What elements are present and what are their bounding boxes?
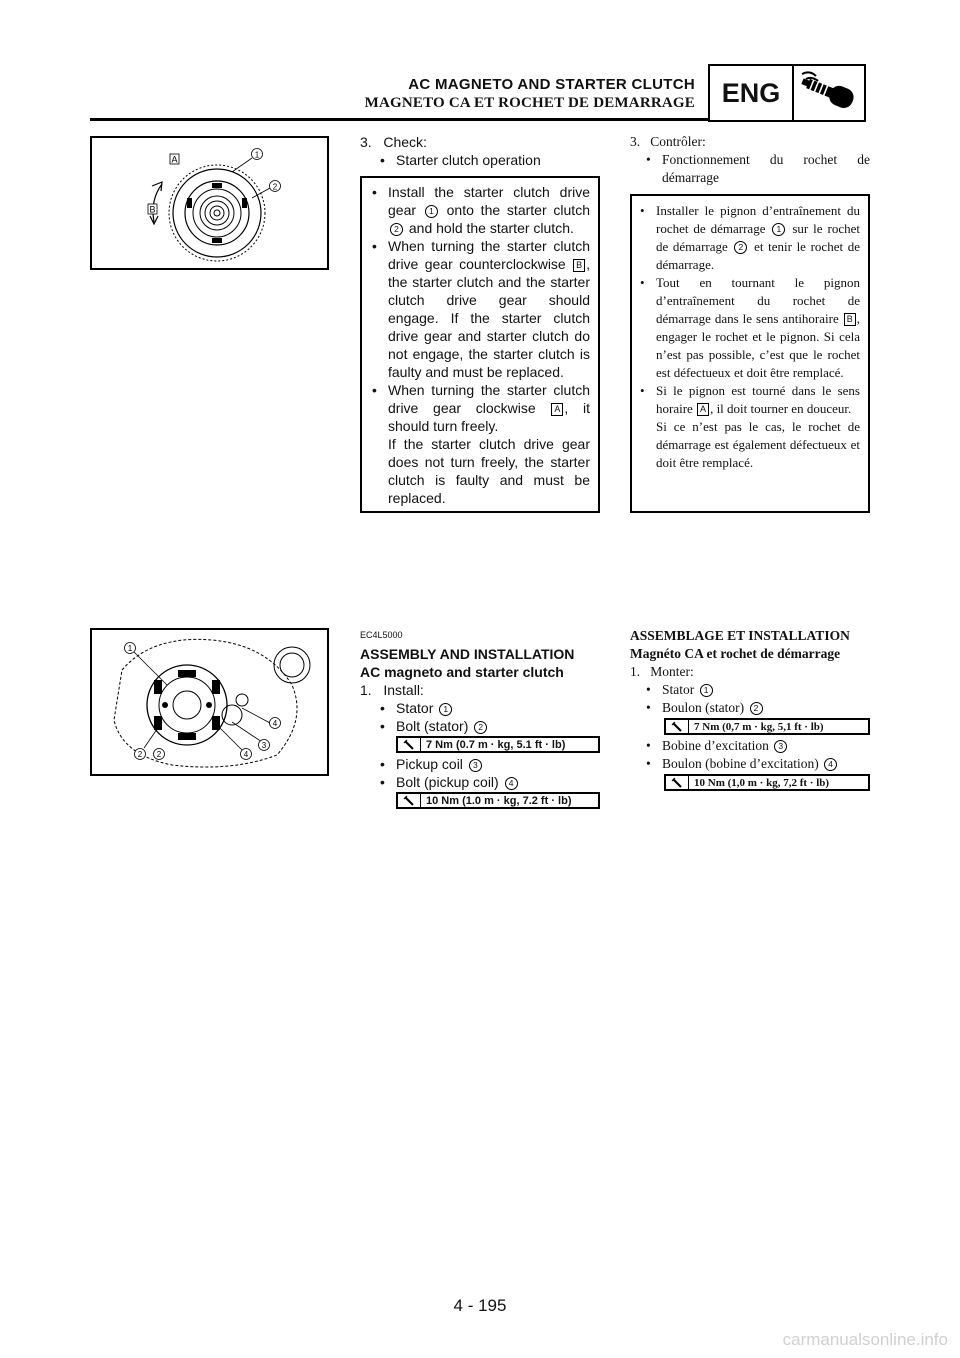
wrench-icon [666, 720, 689, 733]
figure2-callout-3: 3 [261, 741, 267, 750]
assembly-step-label-en: Install: [383, 682, 424, 698]
watermark: carmanualsonline.info [782, 1330, 948, 1349]
assembly-step-number-fr: 1. [630, 664, 641, 679]
wrench-icon [666, 776, 689, 789]
stator-figure [90, 628, 329, 776]
check-note-box-en [360, 176, 600, 513]
assembly-step-number-en: 1. [360, 682, 372, 698]
figure2-callout-4a: 4 [243, 750, 249, 759]
assembly-item-en-4: • Bolt (pickup coil) 4 [374, 773, 600, 791]
engine-tool-icon [794, 66, 864, 120]
check-step-number-fr: 3. [630, 134, 641, 149]
figure1-callout-2: 2 [272, 182, 278, 192]
section-title-fr: MAGNETO CA ET ROCHET DE DEMARRAGE [364, 95, 695, 111]
check-note-box-fr [630, 194, 870, 513]
check-item-fr-3: • Si le pignon est tourné dans le sens horaire A , il doit tourner en douceur. [634, 382, 860, 418]
assembly-item-en-3: • Pickup coil 3 [374, 755, 600, 773]
assembly-step-label-fr: Monter: [650, 664, 694, 679]
assembly-subheading-fr: Magnéto CA et rochet de démarrage [630, 646, 841, 661]
check-step-en [360, 133, 600, 169]
assembly-subheading-en: AC magneto and starter clutch [360, 664, 564, 680]
section-code: EC4L5000 [360, 630, 403, 640]
header-rule [90, 118, 710, 121]
assembly-heading-en: ASSEMBLY AND INSTALLATION [360, 646, 575, 662]
torque-spec-fr-2: 10 Nm (1,0 m · kg, 7,2 ft · lb) [664, 774, 870, 791]
eng-badge-label: ENG [710, 66, 794, 120]
assembly-item-fr-2: • Boulon (stator) 2 [640, 699, 870, 717]
check-item-en-4: If the starter clutch drive gear does not turn freely, the starter clutch is faulty and must be replaced. [388, 436, 590, 506]
assembly-item-fr-4: • Boulon (bobine d’excitation) 4 [640, 755, 870, 773]
check-item-fr-2: • Tout en tournant le pignon d’entraînement du rochet de démarrage dans le sens antihoraire B , engager le rochet et le pignon. Si cela n’est pas possible, c’est que le rochet est défectueux et doit être remplacé. [634, 274, 860, 382]
check-bullet-en: • Starter clutch operation [374, 151, 600, 169]
wrench-icon [398, 794, 421, 807]
assembly-item-en-2: • Bolt (stator) 2 [374, 717, 600, 735]
check-item-en-2: • When turning the starter clutch drive gear counterclockwise B , the starter clutch and the starter clutch drive gear should engage. If the starter clutch drive gear and starter clutch do not engage, the starter clutch is faulty and must be replaced. [366, 237, 590, 381]
figure2-callout-2a: 2 [137, 750, 143, 759]
figure1-label-b: B [149, 204, 156, 215]
figure2-callout-2b: 2 [156, 750, 162, 759]
check-step-label-en: Check: [383, 134, 427, 150]
page-number: 4 - 195 [453, 1296, 507, 1315]
check-step-label-fr: Contrôler: [650, 134, 706, 149]
assembly-item-en-1: • Stator 1 [374, 699, 600, 717]
figure2-callout-4b: 4 [272, 719, 278, 728]
torque-spec-fr-1: 7 Nm (0,7 m · kg, 5,1 ft · lb) [664, 718, 870, 735]
assembly-section-en [360, 626, 600, 809]
check-bullet-fr: • Fonctionnement du rochet de démarrage [640, 151, 870, 187]
eng-badge [708, 64, 866, 122]
figure2-callout-1: 1 [127, 644, 133, 653]
assembly-heading-fr: ASSEMBLAGE ET INSTALLATION [630, 628, 850, 643]
check-step-number-en: 3. [360, 134, 372, 150]
check-item-fr-4: Si ce n’est pas le cas, le rochet de démarrage est également défectueux et doit être remplacé. [656, 419, 860, 470]
torque-spec-en-1: 7 Nm (0.7 m · kg, 5.1 ft · lb) [396, 736, 600, 753]
check-item-fr-1: • Installer le pignon d’entraînement du rochet de démarrage 1 sur le rochet de démarrage 2 et tenir le rochet de démarrage. [634, 202, 860, 274]
assembly-item-fr-3: • Bobine d’excitation 3 [640, 737, 870, 755]
torque-spec-en-2: 10 Nm (1.0 m · kg, 7.2 ft · lb) [396, 792, 600, 809]
check-step-fr [630, 133, 870, 187]
figure1-label-a: A [171, 154, 178, 165]
assembly-section-fr [630, 627, 870, 791]
wrench-icon [398, 738, 421, 751]
assembly-item-fr-1: • Stator 1 [640, 681, 870, 699]
figure1-callout-1: 1 [254, 150, 260, 160]
check-item-en-1: • Install the starter clutch drive gear 1 onto the starter clutch 2 and hold the starter clutch. [366, 183, 590, 237]
check-item-en-3: • When turning the starter clutch drive gear clockwise A , it should turn freely. [366, 381, 590, 435]
starter-clutch-figure [90, 136, 329, 270]
section-title-en: AC MAGNETO AND STARTER CLUTCH [408, 76, 695, 93]
